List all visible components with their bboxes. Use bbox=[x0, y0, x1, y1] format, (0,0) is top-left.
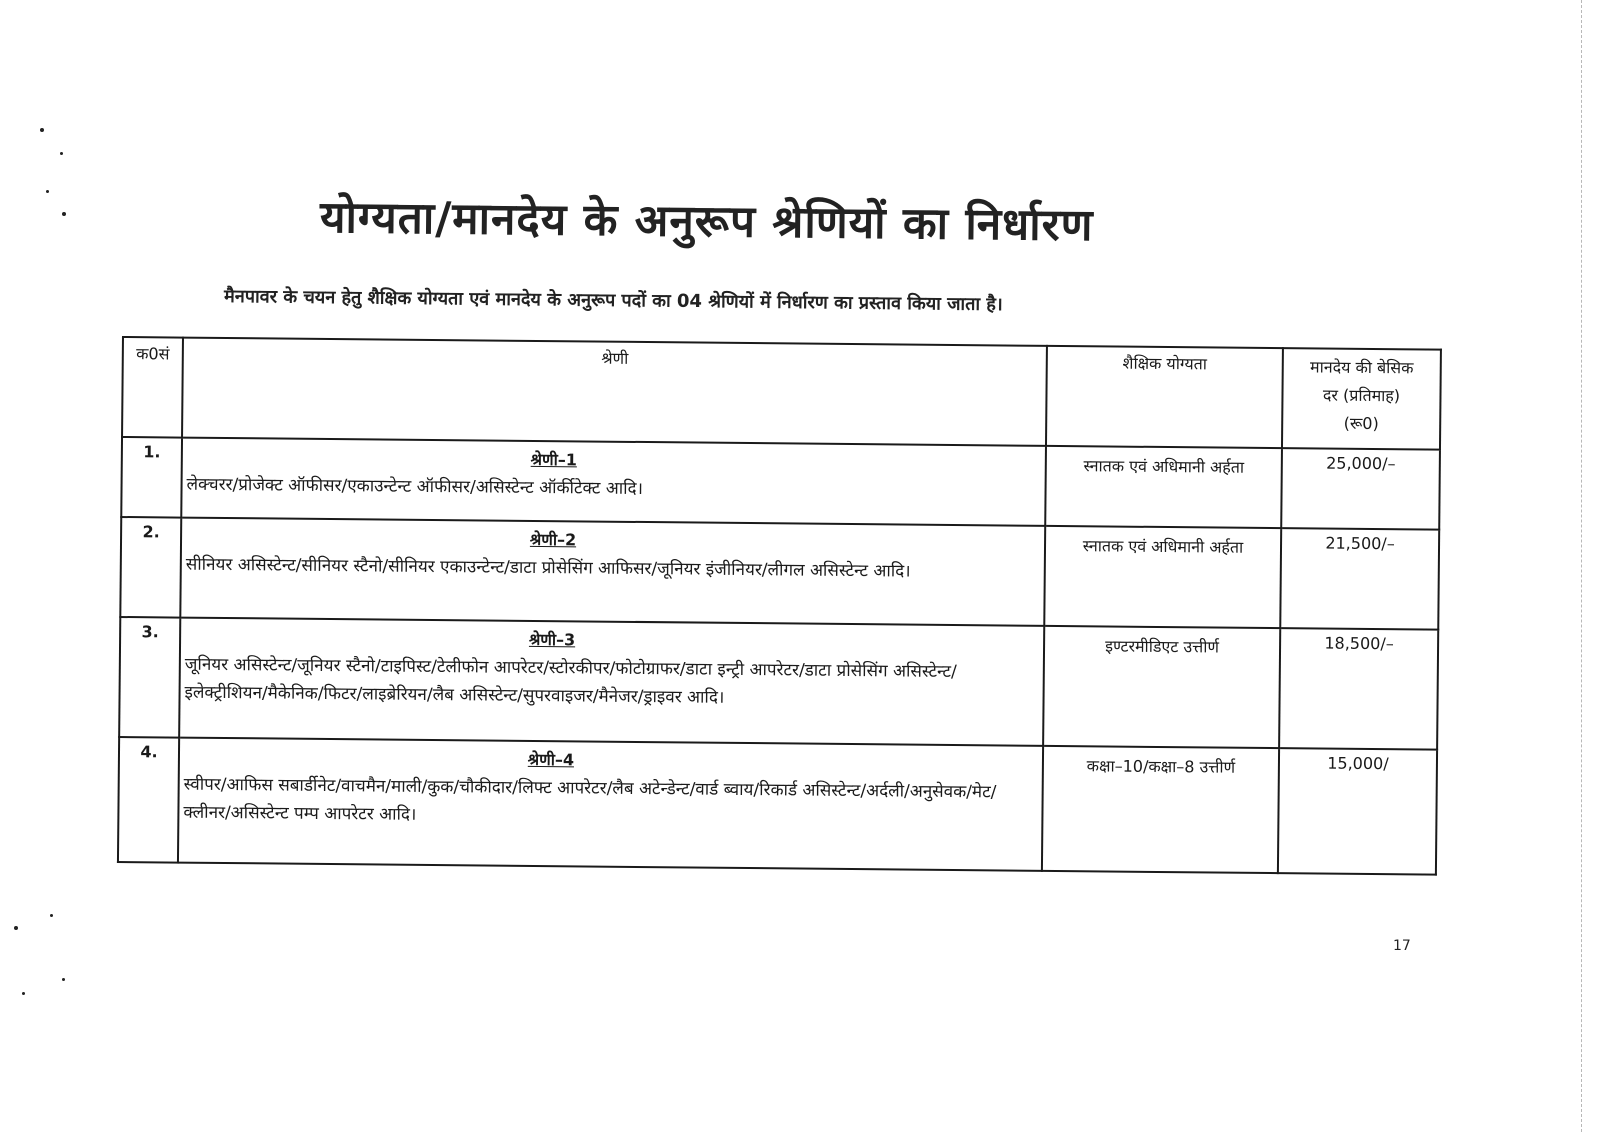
categories-table bbox=[117, 336, 1442, 876]
table-header-row bbox=[122, 337, 1441, 450]
scan-speck bbox=[40, 128, 44, 132]
scan-speck bbox=[60, 152, 63, 155]
category-heading: श्रेणी–1 bbox=[530, 449, 578, 470]
scan-page-edge bbox=[1581, 0, 1582, 1132]
header-pay-line1: मानदेय की बेसिक bbox=[1309, 357, 1414, 378]
row-serial: 3. bbox=[119, 617, 180, 738]
table-row bbox=[119, 617, 1438, 750]
header-qualification: शैक्षिक योग्यता bbox=[1046, 346, 1283, 448]
categories-table-container bbox=[117, 336, 1440, 876]
document-title: योग्यता/मानदेय के अनुरूप श्रेणियों का निर्धारण bbox=[319, 192, 1094, 252]
row-serial: 4. bbox=[118, 737, 179, 863]
category-roles: स्वीपर/आफिस सबार्डीनेट/वाचमैन/माली/कुक/चौकीदार/लिफ्ट आपरेटर/लैब अटेन्डेन्ट/वार्ड ब्वाय/रिकार्ड असिस्टेन्ट/अर्दली/अनुसेवक/मेट/क्लीनर/असिस्टेन्ट पम्प आपरेटर आदि। bbox=[183, 774, 997, 825]
row-qualification: स्नातक एवं अधिमानी अर्हता bbox=[1045, 446, 1282, 528]
scan-speck bbox=[62, 978, 65, 981]
header-pay-line2: दर (प्रतिमाह) bbox=[1322, 385, 1401, 406]
scan-speck bbox=[14, 926, 18, 930]
row-category bbox=[179, 618, 1044, 746]
row-pay: 21,500/– bbox=[1280, 528, 1439, 630]
header-pay bbox=[1282, 348, 1441, 450]
category-roles: सीनियर असिस्टेन्ट/सीनियर स्टैनो/सीनियर एकाउन्टेन्ट/डाटा प्रोसेसिंग आफिसर/जूनियर इंजीनियर/लीगल असिस्टेन्ट आदि। bbox=[185, 554, 911, 582]
row-category bbox=[180, 518, 1045, 626]
scan-speck bbox=[62, 212, 66, 216]
row-qualification: कक्षा–10/कक्षा–8 उत्तीर्ण bbox=[1042, 746, 1279, 873]
category-heading: श्रेणी–4 bbox=[527, 749, 575, 770]
row-serial: 1. bbox=[121, 437, 182, 518]
scan-speck bbox=[46, 190, 49, 193]
scan-speck bbox=[22, 992, 25, 995]
row-serial: 2. bbox=[120, 517, 181, 618]
table-row bbox=[120, 517, 1439, 630]
table-row bbox=[121, 437, 1440, 530]
category-roles: लेक्चरर/प्रोजेक्ट ऑफीसर/एकाउन्टेन्ट ऑफीसर/असिस्टेन्ट ऑर्कीटेक्ट आदि। bbox=[186, 474, 644, 500]
category-heading: श्रेणी–3 bbox=[528, 629, 576, 650]
row-category bbox=[181, 438, 1046, 526]
category-roles: जूनियर असिस्टेन्ट/जूनियर स्टैनो/टाइपिस्ट/टेलीफोन आपरेटर/स्टोरकीपर/फोटोग्राफर/डाटा इन्ट्री आपरेटर/डाटा प्रोसेसिंग असिस्टेन्ट/इलेक्ट्रीशियन/मैकेनिक/फिटर/लाइब्रेरियन/लैब असिस्टेन्ट/सुपरवाइजर/मैनेजर/ड्राइवर आदि। bbox=[184, 654, 957, 708]
page-number: 17 bbox=[1393, 938, 1411, 954]
row-pay: 25,000/– bbox=[1281, 448, 1440, 530]
row-qualification: इण्टरमीडिएट उत्तीर्ण bbox=[1043, 626, 1280, 748]
row-qualification: स्नातक एवं अधिमानी अर्हता bbox=[1044, 526, 1281, 628]
header-category: श्रेणी bbox=[182, 338, 1047, 446]
table-row bbox=[118, 737, 1437, 875]
category-heading: श्रेणी–2 bbox=[529, 529, 577, 550]
header-pay-line3: (रू0) bbox=[1343, 413, 1379, 434]
scan-speck bbox=[50, 914, 53, 917]
row-pay: 18,500/– bbox=[1279, 628, 1438, 750]
row-pay: 15,000/ bbox=[1278, 748, 1437, 875]
header-serial: क0सं bbox=[122, 337, 183, 438]
row-category bbox=[178, 738, 1043, 871]
intro-paragraph: मैनपावर के चयन हेतु शैक्षिक योग्यता एवं मानदेय के अनुरूप पदों का 04 श्रेणियों में निर्धारण का प्रस्ताव किया जाता है। bbox=[223, 286, 1003, 316]
